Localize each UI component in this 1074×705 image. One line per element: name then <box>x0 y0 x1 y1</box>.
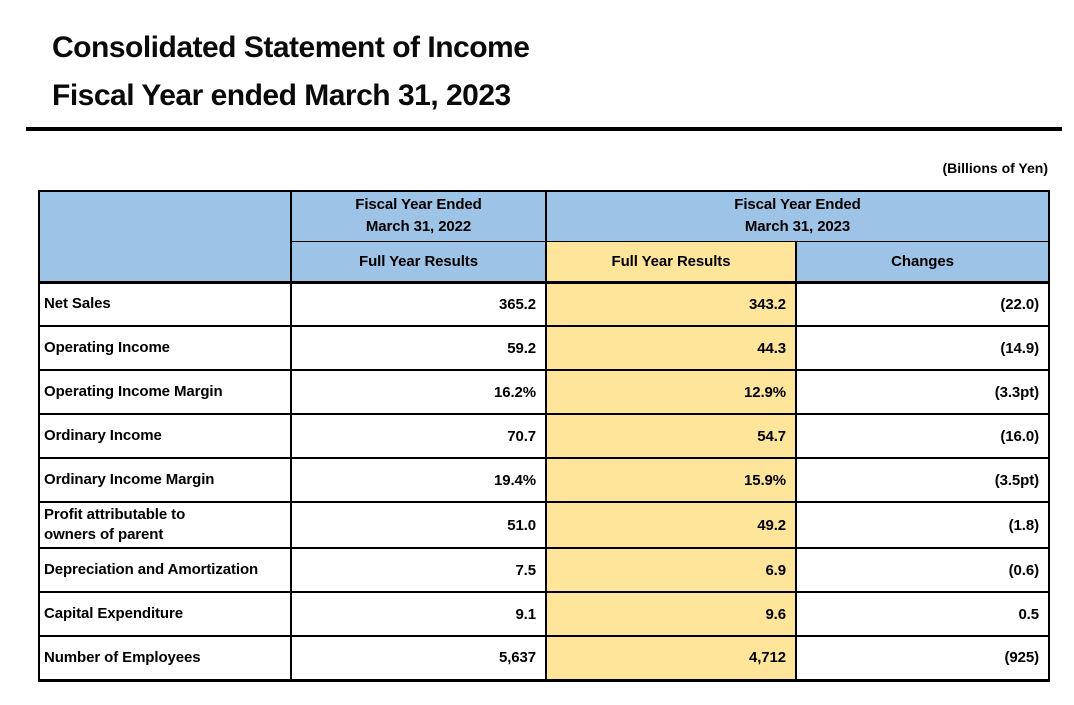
header-changes: Changes <box>796 241 1049 282</box>
fy2022-value: 19.4% <box>291 458 546 502</box>
table-row-depreciation-amortization <box>39 548 1049 592</box>
row-label: Net Sales <box>39 282 291 326</box>
header-row-fiscal-years <box>39 191 1049 241</box>
title-divider-rule <box>26 127 1062 131</box>
change-value: (22.0) <box>796 282 1049 326</box>
fy2022-value: 59.2 <box>291 326 546 370</box>
table-body <box>39 282 1049 680</box>
page-title <box>52 24 529 120</box>
fy2022-value: 16.2% <box>291 370 546 414</box>
header-fy2023-group <box>546 191 1049 241</box>
fy2023-value: 15.9% <box>546 458 796 502</box>
header-fy2023-line2: March 31, 2023 <box>744 218 851 236</box>
row-label: Operating Income <box>39 326 291 370</box>
fy2023-value: 54.7 <box>546 414 796 458</box>
income-statement-table <box>38 190 1050 682</box>
change-value: (1.8) <box>796 502 1049 548</box>
fy2023-value: 343.2 <box>546 282 796 326</box>
fy2023-value: 4,712 <box>546 636 796 680</box>
row-label: Capital Expenditure <box>39 592 291 636</box>
change-value: (14.9) <box>796 326 1049 370</box>
fy2023-value: 6.9 <box>546 548 796 592</box>
table-row-capital-expenditure <box>39 592 1049 636</box>
change-value: (3.5pt) <box>796 458 1049 502</box>
table-row-ordinary-income-margin <box>39 458 1049 502</box>
fy2022-value: 51.0 <box>291 502 546 548</box>
table-row-number-of-employees <box>39 636 1049 680</box>
change-value: (3.3pt) <box>796 370 1049 414</box>
fy2023-value: 44.3 <box>546 326 796 370</box>
header-fy2022-line1: Fiscal Year Ended <box>355 196 482 214</box>
row-label: Ordinary Income <box>39 414 291 458</box>
unit-note: (Billions of Yen) <box>942 160 1048 176</box>
table-row-operating-income-margin <box>39 370 1049 414</box>
row-label: Profit attributable to owners of parent <box>39 502 291 548</box>
table-header <box>39 191 1049 282</box>
row-label: Ordinary Income Margin <box>39 458 291 502</box>
header-fy2023-full-year-results: Full Year Results <box>546 241 796 282</box>
row-label: Number of Employees <box>39 636 291 680</box>
fy2022-value: 9.1 <box>291 592 546 636</box>
header-fy2022-full-year-results: Full Year Results <box>291 241 546 282</box>
page-title-line2: Fiscal Year ended March 31, 2023 <box>52 79 511 112</box>
header-blank-cell <box>39 191 291 282</box>
fy2023-value: 12.9% <box>546 370 796 414</box>
fy2022-value: 5,637 <box>291 636 546 680</box>
table-row-operating-income <box>39 326 1049 370</box>
table-row-net-sales <box>39 282 1049 326</box>
change-value: (16.0) <box>796 414 1049 458</box>
header-fy2022-line2: March 31, 2022 <box>365 218 472 236</box>
change-value: (0.6) <box>796 548 1049 592</box>
table-row-profit-attributable <box>39 502 1049 548</box>
fy2023-value: 9.6 <box>546 592 796 636</box>
header-fy2022-group <box>291 191 546 241</box>
fy2022-value: 7.5 <box>291 548 546 592</box>
row-label: Depreciation and Amortization <box>39 548 291 592</box>
fy2022-value: 365.2 <box>291 282 546 326</box>
table-row-ordinary-income <box>39 414 1049 458</box>
fy2022-value: 70.7 <box>291 414 546 458</box>
page-title-line1: Consolidated Statement of Income <box>52 31 530 64</box>
row-label: Operating Income Margin <box>39 370 291 414</box>
change-value: 0.5 <box>796 592 1049 636</box>
header-fy2023-line1: Fiscal Year Ended <box>734 196 861 214</box>
fy2023-value: 49.2 <box>546 502 796 548</box>
change-value: (925) <box>796 636 1049 680</box>
